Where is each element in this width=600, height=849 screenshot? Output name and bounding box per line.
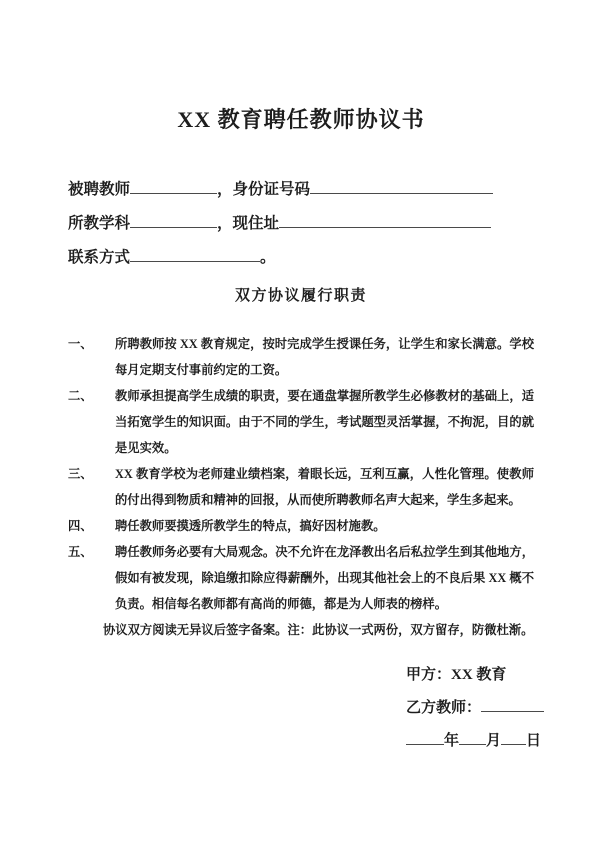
party-a-line: 甲方：XX 教育 bbox=[406, 667, 507, 683]
signature-block bbox=[406, 659, 542, 758]
clause-item-4 bbox=[68, 513, 534, 539]
clause-item-1 bbox=[68, 331, 534, 383]
clause-item-5 bbox=[68, 539, 534, 617]
id-number-label: 身份证号码 bbox=[232, 181, 311, 198]
id-number-blank bbox=[310, 180, 493, 194]
contact-label: 联系方式 bbox=[68, 249, 131, 266]
clause-number: 四、 bbox=[68, 519, 93, 533]
comma-separator: ， bbox=[217, 181, 233, 198]
year-label: 年 bbox=[444, 733, 460, 749]
form-section bbox=[68, 173, 534, 275]
clause-number: 二、 bbox=[68, 389, 93, 403]
clause-list bbox=[68, 331, 534, 643]
comma-separator: ， bbox=[217, 215, 233, 232]
form-row-contact bbox=[68, 241, 534, 275]
clause-item-3 bbox=[68, 461, 534, 513]
date-day-blank bbox=[501, 731, 526, 745]
party-b-line bbox=[406, 692, 534, 725]
subject-label: 所教学科 bbox=[68, 215, 131, 232]
party-b-signature-blank bbox=[481, 698, 544, 712]
closing-note: 协议双方阅读无异议后签字备案。注：此协议一式两份，双方留存，防微杜渐。 bbox=[103, 623, 534, 637]
hired-teacher-label: 被聘教师 bbox=[68, 181, 131, 198]
address-blank bbox=[279, 214, 491, 228]
form-row-teacher-id bbox=[68, 173, 534, 207]
document-title: XX 教育聘任教师协议书 bbox=[177, 107, 425, 132]
month-label: 月 bbox=[486, 733, 502, 749]
hired-teacher-blank bbox=[130, 180, 217, 194]
clause-text: 教师承担提高学生成绩的职责，要在通盘掌握所教学生必修教材的基础上，适当拓宽学生的知识面。由于不同的学生，考试题型灵活掌握，不拘泥，目的就是见实效。 bbox=[115, 389, 534, 455]
clause-text: 聘任教师要摸透所教学生的特点，搞好因材施教。 bbox=[115, 519, 386, 533]
clause-number: 一、 bbox=[68, 337, 93, 351]
clause-number: 五、 bbox=[68, 545, 93, 559]
clause-number: 三、 bbox=[68, 467, 93, 481]
date-month-blank bbox=[459, 731, 486, 745]
contact-blank bbox=[130, 248, 260, 262]
date-line bbox=[406, 725, 542, 758]
form-row-subject-address bbox=[68, 207, 534, 241]
clause-item-2 bbox=[68, 383, 534, 461]
section-heading: 双方协议履行职责 bbox=[234, 288, 367, 304]
clause-text: 聘任教师务必要有大局观念。决不允许在龙泽教出名后私拉学生到其他地方，假如有被发现，除追缴扣除应得薪酬外，出现其他社会上的不良后果 XX 概不负责。相信每名教师都有高尚的师德，都是为人师表的榜样。 bbox=[115, 545, 534, 611]
date-year-blank bbox=[406, 731, 444, 745]
address-label: 现住址 bbox=[232, 215, 280, 232]
day-label: 日 bbox=[526, 733, 542, 749]
party-b-label: 乙方教师： bbox=[406, 700, 482, 716]
subject-blank bbox=[130, 214, 217, 228]
period-terminator: 。 bbox=[260, 249, 276, 266]
clause-text: 所聘教师按 XX 教育规定，按时完成学生授课任务，让学生和家长满意。学校每月定期支付事前约定的工资。 bbox=[115, 337, 534, 377]
clause-text: XX 教育学校为老师建业绩档案，着眼长远，互利互赢，人性化管理。使教师的付出得到物质和精神的回报，从而使所聘教师名声大起来，学生多起来。 bbox=[115, 467, 534, 507]
